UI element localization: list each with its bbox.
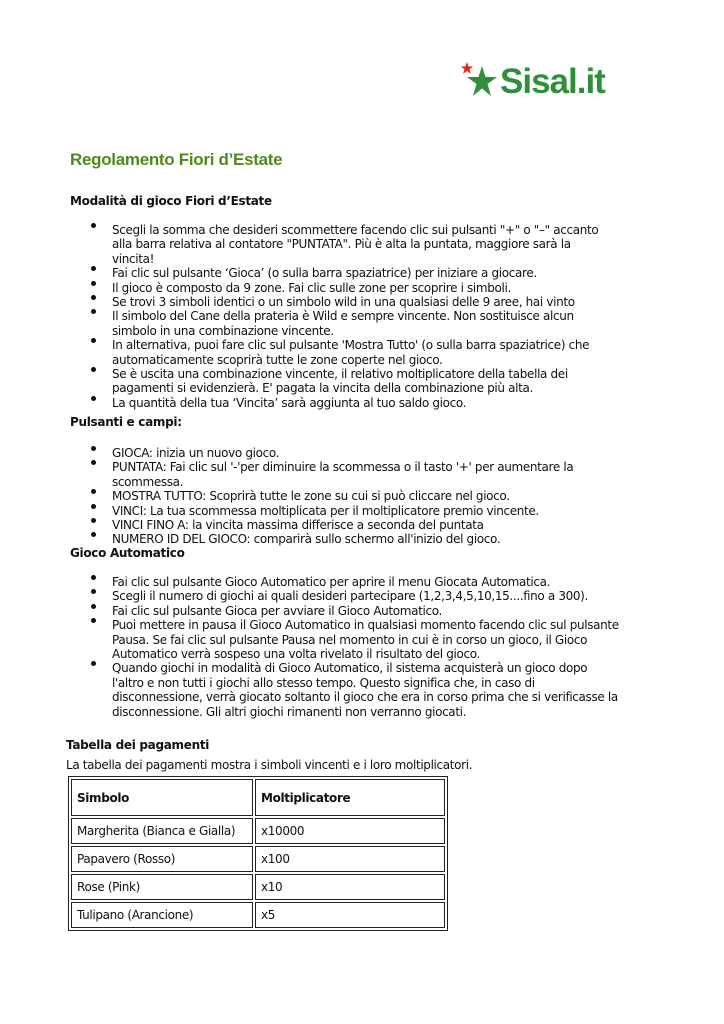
logo-text: Sisal.it xyxy=(500,62,605,101)
table-row xyxy=(71,846,445,872)
tabella-intro: La tabella dei pagamenti mostra i simboli vincenti e i loro moltiplicatori. xyxy=(66,758,473,772)
list-item: Puoi mettere in pausa il Gioco Automatico in qualsiasi momento facendo clic sul pulsante Pausa. Se fai clic sul pulsante Pausa nel momento in cui è in corso un gioco, il Gioco Automatico verrà sospeso una volta rivelato il risultato del gioco. xyxy=(112,618,622,661)
payout-table xyxy=(68,776,448,931)
section-heading-modalita: Modalità di gioco Fiori d’Estate xyxy=(70,194,272,208)
list-item: Il simbolo del Cane della prateria è Wild e sempre vincente. Non sostituisce alcun simbolo in una combinazione vincente. xyxy=(112,309,612,338)
column-header-moltiplicatore: Moltiplicatore xyxy=(255,779,445,816)
list-item: La quantità della tua ‘Vincita’ sarà aggiunta al tuo saldo gioco. xyxy=(112,396,612,410)
list-item: GIOCA: inizia un nuovo gioco. xyxy=(112,446,612,460)
table-cell: x5 xyxy=(255,902,445,928)
star-logo-icon xyxy=(458,58,502,104)
section-heading-automatico: Gioco Automatico xyxy=(70,546,185,560)
table-cell: Rose (Pink) xyxy=(71,874,253,900)
list-item: Quando giochi in modalità di Gioco Automatico, il sistema acquisterà un gioco dopo l'altro e non tutti i giochi allo stesso tempo. Questo significa che, in caso di disconnessione, verrà giocato soltanto il gioco che era in corso prima che si verificasse la disconnessione. Gli altri giochi rimanenti non verranno giocati. xyxy=(112,661,622,719)
list-item: NUMERO ID DEL GIOCO: comparirà sullo schermo all'inizio del gioco. xyxy=(112,532,612,546)
table-cell: x100 xyxy=(255,846,445,872)
list-item: Scegli la somma che desideri scommettere facendo clic sui pulsanti "+" o "–" accanto alla barra relativa al contatore "PUNTATA". Più è alta la puntata, maggiore sarà la vincita! xyxy=(112,223,612,266)
table-header-row xyxy=(71,779,445,816)
table-row xyxy=(71,902,445,928)
list-item: Fai clic sul pulsante Gioco Automatico per aprire il menu Giocata Automatica. xyxy=(112,575,622,589)
table-cell: Margherita (Bianca e Gialla) xyxy=(71,818,253,844)
table-row xyxy=(71,874,445,900)
list-item: Fai clic sul pulsante ‘Gioca’ (o sulla barra spaziatrice) per iniziare a giocare. xyxy=(112,266,612,280)
list-item: Se è uscita una combinazione vincente, il relativo moltiplicatore della tabella dei pagamenti si evidenzierà. E' pagata la vincita della combinazione più alta. xyxy=(112,367,612,396)
column-header-simbolo: Simbolo xyxy=(71,779,253,816)
list-item: Fai clic sul pulsante Gioca per avviare il Gioco Automatico. xyxy=(112,604,622,618)
section-heading-tabella: Tabella dei pagamenti xyxy=(66,738,210,752)
list-item: Scegli il numero di giochi ai quali desideri partecipare (1,2,3,4,5,10,15....fino a 300). xyxy=(112,589,622,603)
list-item: In alternativa, puoi fare clic sul pulsante 'Mostra Tutto' (o sulla barra spaziatrice) che automaticamente scoprirà tutte le zone coperte nel gioco. xyxy=(112,338,612,367)
table-cell: Papavero (Rosso) xyxy=(71,846,253,872)
list-item: Se trovi 3 simboli identici o un simbolo wild in una qualsiasi delle 9 aree, hai vinto xyxy=(112,295,612,309)
list-item: VINCI: La tua scommessa moltiplicata per il moltiplicatore premio vincente. xyxy=(112,504,612,518)
pulsanti-list xyxy=(112,446,612,547)
table-row xyxy=(71,818,445,844)
modalita-list xyxy=(112,223,612,410)
section-heading-pulsanti: Pulsanti e campi: xyxy=(70,415,182,429)
list-item: VINCI FINO A: la vincita massima differisce a seconda del puntata xyxy=(112,518,612,532)
sisal-logo xyxy=(458,58,628,108)
table-cell: x10 xyxy=(255,874,445,900)
table-cell: Tulipano (Arancione) xyxy=(71,902,253,928)
list-item: MOSTRA TUTTO: Scoprirà tutte le zone su cui si può cliccare nel gioco. xyxy=(112,489,612,503)
automatico-list xyxy=(112,575,622,719)
table-cell: x10000 xyxy=(255,818,445,844)
list-item: Il gioco è composto da 9 zone. Fai clic sulle zone per scoprire i simboli. xyxy=(112,281,612,295)
page-title: Regolamento Fiori d’Estate xyxy=(70,150,283,169)
list-item: PUNTATA: Fai clic sul '-'per diminuire la scommessa o il tasto '+' per aumentare la scommessa. xyxy=(112,460,612,489)
